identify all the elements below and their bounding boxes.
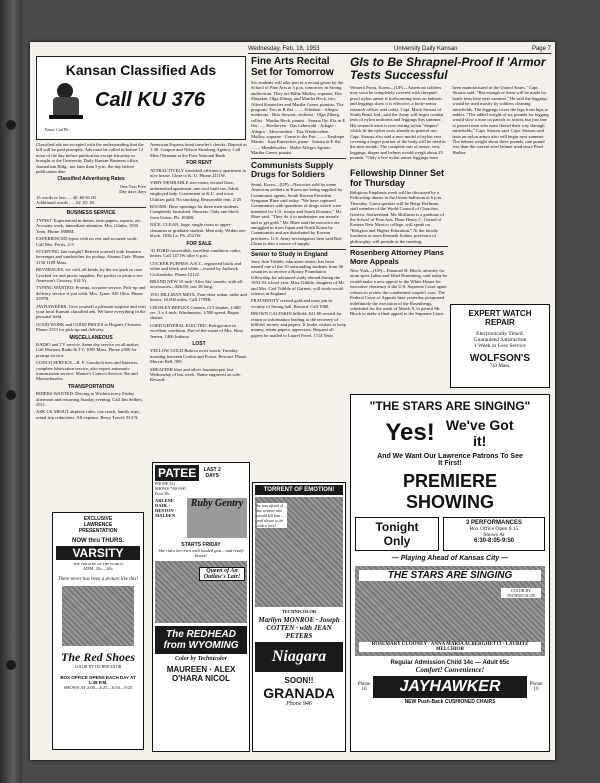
jay-prices: Regular Admission Child 14c — Adult 65c [390,660,510,666]
varsity-sub: THE THEATRE OF THE WORLD [73,562,123,566]
patee-theatre: PATEE [155,465,199,481]
patee-queen: Queen of An Outlaw's Lair! [199,567,245,581]
ad-item: TYPIST: Experienced in theses, term papers, reports, etc. Accurate work, immediate attention. Mrs. Glinka, 1933 Tenn. Phone 1888M. [36,217,142,234]
jay-sub: NEW Push-Back CUSHIONED CHAIRS [404,699,496,705]
granada-movie: Niagara [255,642,343,672]
ad-item: ASK US ABOUT airplane rides, city reach, family trips, rental trip reductions. All expense. Berry Travel, 914 N. [36,409,140,420]
transport-title: TRANSPORTATION [68,383,114,390]
varsity-presentation: PRESENTATION [78,528,118,534]
masthead-page: Page 7 [531,46,551,52]
varsity-tagline: There never has been a picture like this! [57,577,139,582]
ad-item: ATTRACTIVELY furnished efficiency apartment in nice house. Close to K. U. Phone 2111W. [150,167,246,179]
varsity-dates: NOW thru THURS. [72,538,124,544]
patee-ad [152,462,250,752]
watch-address: 743 Mass. [489,364,511,369]
newspaper-page [30,42,555,760]
watch-expert: EXPERT WATCH [468,309,532,318]
monroe-illustration [255,497,343,607]
jay-headline: "THE STARS ARE SINGING" [369,399,531,413]
ad-item: CONCO SERVICE—R. F. Goodrich tires and batteries, complete lubrication service, also expert automatic transmission service. Mamie's Conoco Service, 9th and Massachusetts. [36,360,139,382]
patee-phone: PHONE 321 [155,481,176,486]
ad-item: NICE, CLEAN, large, single room to upper-classman or graduate student. Men only. Within one block. 1036 La. Ph. 2521W. [150,222,246,239]
headline-gis: GIs to Be Shrapnel-Proof If 'Armor Tests Successful [350,55,546,82]
granada-banner: TORRENT OF EMOTION! [255,485,343,495]
jay-phone-left: Phone 16 [357,682,371,692]
article-communists: Seoul, Korea—(UP)—Narcotics sold by some American soldiers in Korea are being supplied by Communist agents, South Korean President Syngman Rhee said today. "We have captured Communists with quantities of drugs which were intended for U.S. troops and South Koreans," Mr. Rhee said. "They do it to undermine our morale and to get gold." Mr. Rhee said the narcotics are smuggled in from Japan and North Korea by Communists and are distributed by Korean profiteers. U.S. Army investigators here said Red China is also a source of supply. [251,181,343,247]
column-classifieds-2 [150,142,248,385]
ad-item: BROWN CALFSKIN billfold, $21.00 reward for return or information leading to the recovery of billfold, money and papers. If finder wishes to keep money, return papers, appreciate. Request all papers be mailed to Laurel Pavel, 1114 Tenn. [251,311,346,338]
varsity-admission: ADM. 35c—65c [82,566,114,571]
phone-illustration [49,83,83,125]
article-senior: Jerry Ann Tribble, education senior, has been named one of the 10 outstanding students from 36 countries to receive a Rotary Foundation fellowship for advanced study abroad during the 1953-54 school year. Miss Tribble, daughter of Mr. and Mrs. Carl Tribble of Garnett, will study social science in England. [251,258,345,296]
varsity-exclusive: EXCLUSIVE [83,516,113,522]
dancer-illustration [62,586,134,646]
ad-item: FRATERNITY crested gold and navy pin in vicinity of Strong hall. Reward. Call 1988. [251,298,332,309]
masthead [248,46,551,54]
ad-item: COCKER PUPPIES: A.K.C. registered black and white and black and white—owned by Jayhawk Cockerdales. Phone 1212J. [150,260,242,277]
ad-item: RADIO and TV service. Same day service on all makes. Call Mortons Radio & TV, 1005 Mass. Phone 2300 for prompt service. [36,342,140,358]
ad-item: 1951 HILLMAN MINX, Four-door sedan, radio and heater, 10,000 miles. Call 1799R. [150,291,247,303]
ad-item: '41 FORD convertible, excellent condition, radio, heater. Call 1471W after 6 p.m. [150,247,241,259]
varsity-lawrence: LAWRENCE [83,522,113,528]
granada-stars: Marilyn MONROE · Joseph COTTEN · with JEAN PETERS [258,616,340,640]
granada-theatre: GRANADA [263,685,335,701]
patee-price: Price 30c [155,491,170,496]
ad-item: JAYHAWKERS: Give yourself a pleasant surprise and visit your local Kansan classified ads. We have everything in the personal field. [36,303,146,320]
jay-playing: — Playing Ahead of Kansas City — [391,555,509,562]
jay-wait: And We Want Our Lawrence Patrons To See It First! [377,453,523,467]
ad-item: ROOMS: Have openings for three men students. Completely furnished. Showers. Only one block from Union. Ph. 1036R. [150,204,240,220]
varsity-movie: The Red Shoes [60,650,135,664]
headline-senior: Senior to Study in England [251,251,328,258]
jay-perf: 3 PERFORMANCES [465,520,522,526]
forrent-title: FOR RENT [186,160,212,167]
patee-movie1: Ruby Gentry [187,498,247,538]
granada-ad [252,482,346,752]
jay-only: Only [383,534,411,548]
watch-line1: Electronically Timed. [476,331,524,337]
ad-item: CROSLEY REFLEX Camera, f3.5 shutter, 1/400 sec. 3 x 4 inch. Windmaster, 1/500 speed, Rapax shutter. [150,304,241,321]
headline-rosenberg: Rosenberg Attorney Plans More Appeals [350,248,444,266]
jay-wegot: We've Got it! [445,417,514,449]
varsity-ad [52,512,144,750]
jayhawker-ad [350,394,550,752]
column-classifieds [36,142,146,422]
ad-item: RIDERS WANTED: Driving to Wichita every Friday afternoon and returning Sunday evening. Call Jim Selbert, 2911. [36,391,144,408]
jay-showing: SHOWING [406,492,494,512]
varsity-theatre: VARSITY [56,546,140,560]
column-news-1 [251,56,346,340]
masthead-paper: University Daily Kansan [394,46,458,52]
photo-caption: Ensor, Carl Ph... [45,127,72,132]
patee-stars: ARLENE DAHL · HESTON · MALDEN [155,498,177,518]
rate-row: Additional words .... .02 .03 .05 [36,200,95,206]
watch-repair-ad [450,304,550,388]
article-gis: Western Front, Korea—(UP)—American soldiers may soon be completely covered with shrapnel-proof nylon armor if forthcoming tests on helmets and leggings show it is effective, a body-armor research officer said today. Capt. Mack Strauss of South Bend, Ind., said the Army will begin combat tests of nylon uniforms and leggings this summer. His research team is now testing nylon "diapers" which fit the nylon vests already in general use. Capt. Strauss also said a new model of nylon vest covering a larger portion of the body will be tried in the next month. The complete suit of armor, vest, leggings, diaper and helmet would weigh about 25 pounds. "Only a few nylon armor leggings have been manufactured in the United States," Capt. Strauss said. "But enough of them will be made for battle tests here next summer." He said the leggings would be used mostly by soldiers cleaning minefields. The leggings cover the legs from hips to ankles. "The added weight of six pounds for legging would slow a man on patrols or action, but just fine to protect men who must thread their way through minefields," Capt. Strauss said. Capt. Strauss said tests on nylon armor also will begin next summer. The helmet weight about three pounds, one pound less than the current steel helmet used since Pearl Harbor. [350,85,549,161]
jay-color: COLOR BY TECHNICOLOR [501,588,541,598]
headline-fellowship: Fellowship Dinner Set for Thursday [350,168,445,188]
column-news-2 [350,56,550,165]
patee-tagline: She rides her men with loaded gun... and ready kisses! [158,548,244,558]
headline-communists: Communists Supply Drugs for Soldiers [251,159,334,180]
article-fine-arts: Six students will take part in a recital given by the School of Fine Arts at 3 p.m. tomorrow in Strong auditorium. They are Billie Mulloy, soprano; Doc Slonaker, Olga Ziberg, and Martha Heck, trio; Alfred Kantocher and Martha Green, pianists. The program: Trio in B flat ........ Schubert · Allegro moderato · Brix Stewart, violinist · Olga Ziberg, cellist · Martha Heck, pianist · Sonata Op. 81a in E flat ...... Beethoven · Das Lebewohl · Adagio - Allegro · Abwesenheit · Das Wiedersehen · Mulloy, soprano · Come to the Fair ........ Easthope Martin · Joan Kantocher, piano · Sonata in E flat ........ Mendelssohn · Molto Allegro Agitato · Martha Green, pianist [251,80,346,156]
classified-intro: Classified ads are accepted with the understanding that the bill will be paid promptly. Ads must be called in before 12 noon of the day before publication except Saturday or brought to the University Daily Kansan Business office, Journalism Bldg., not later than 5 p.m. the day before publication date. [36,142,144,175]
patee-shows: SHOWS 7:00-9:00 [155,486,186,491]
varsity-shows: SHOWS AT 2:00—4:25—6:50—9:25 [63,685,133,690]
redhead-illustration [155,561,247,623]
watch-store: WOLFSON'S [469,353,531,364]
article-fellowship: Religious Emphasis week will be discussed by a Fellowship dinner in the Union ballroom at 6 p.m. Thursday. Guest speaker will be Bergt Hoffman, staff member of the World Council of Churches, Geneva, Switzerland. Mr. Hoffman is a graduate of the School of Fine Arts. Dean Henry C. Gerard of Eastern New Mexico college, will speak on "Religion and Higher Education." At the faculty luncheon at noon Kenneth Jordan, professor of philosophy, will preside at the meeting. [350,190,445,244]
ad-item: YELLOW GOLD Bulova wrist watch, Tuesday morning between Corbin and Fraser. Reward. Phone Mervin Bell, 309. [150,348,247,365]
headline-fine-arts: Fine Arts Recital Set for Tomorrow [251,56,334,78]
jay-title: THE STARS ARE SINGING [359,570,541,581]
watch-line2: Guaranteed Satisfaction [473,337,527,343]
classified-title: Kansan Classified Ads [65,62,217,78]
ad-item: GOOD WORK and GOOD PRICES at Hogan's Cleaners. Phone 3153 for pick-up and delivery. [36,321,143,333]
rate-row: 15 words or less .... 40 .60 $1.00 [36,194,96,200]
jay-comfort: Comfort! Convenience! [415,666,485,674]
misc-title: MISCELLANEOUS [69,334,113,341]
ad-item: American Express bond traveler's checks. Deposit at 1:30. Coupon and Nelson Strasberg Agency, Call Miss Olesman at the First National Bank. [150,142,247,158]
jay-shows: Shows At [483,532,505,538]
ad-item: TYPING WANTED: Prompt, accurate service. Pick-up and delivery service if you wish. Mrs. Tyner, 945 Ohio. Phone 2397R. [36,285,146,302]
jay-yes: Yes! [385,419,435,446]
ad-item: BRAND NEW 10 inch 'After Six' tuxedo, with all accessories—$26.00, suit 38 long. [150,278,243,290]
column-news-3 [350,168,448,319]
jay-premiere: PREMIERE [402,471,498,491]
ad-item: USED GENERAL ELECTRIC Refrigerator in excellent condition. Part of the estate of Mrs. Rose Jensen, 1406 Indiana. [150,322,244,339]
patee-stars2: MAUREEN · ALEX O'HARA NICOL [166,665,236,683]
jay-phone-right: Phone 16 [529,682,543,692]
varsity-boxoffice: BOX OFFICE OPENS EACH DAY AT 1:45 P.M. [60,675,136,685]
ad-item: SHEAFFER blue and silver fountain pen lost Wednesday of last week. Name engraved on side. Reward. [150,366,242,383]
granada-color: TECHNICOLOR [281,609,317,614]
business-title: BUSINESS SERVICE [66,210,116,217]
ad-item: VERY DESIRABLE two-room, second floor, unfurnished apartment, one roof built-ins. Adult, employed lady. Convenient to K.U. and town. Utilities paid. No smoking. Reasonable rent. 2-25 [150,180,242,202]
jay-stars: ROSEMARY CLOONEY · ANNA MARIA ALBERGHETTI · LAURITZ MELCHIOR [359,642,541,652]
jay-opens: Box Office Open 6:15 [469,526,519,532]
lost-title: LOST [192,341,206,347]
ad-item: BEVERAGES, ice cold, all kinds, by the six-pack or case. Cracked ice and picnic supplies. For parties or picnics see Amerson's Grocery, 914 Vt. [36,267,144,283]
binder-spine [0,0,22,783]
granada-tagline: he was afraid of ... the woman who would kill him ... and shown to be with a love! [257,503,287,528]
varsity-color: COLOR BY TECHNICOLOR [74,665,122,669]
forsale-title: FOR SALE [186,240,212,247]
jay-theatre: JAYHAWKER [373,676,527,698]
jay-times: 6:30-8:05-9:50 [473,538,515,544]
patee-movie2: The REDHEAD from WYOMING [155,626,247,654]
watch-repair: REPAIR [485,318,515,327]
ad-item: EXPERIENCED typist with no rest and accurate work. Call Mrs. Ferris, 2-3 [36,236,138,247]
call-number: Call KU 376 [95,89,206,111]
granada-phone: Phone 946 [286,701,312,707]
article-rosenberg: New York—(UP)—Emanuel H. Bloch, attorney for atom spies Julius and Ethel Rosenberg, said today he would make a new appeal to the White House for executive clemency if the U.S. Supreme Court again refuses to review the condemned couple's case. The Federal Court of Appeals here yesterday postponed indefinitely the execution of the Rosenbergs, scheduled for the week of March 9, to permit Mr. Bloch to make a final appeal to the Supreme Court. [350,268,448,317]
rates-header: One Two Five Day days days [119,183,146,195]
granada-soon: SOON!! [284,676,314,685]
ad-item: STUDYING late tonight? Refresh yourself with fountain beverages and sandwiches for pickup. Alumni Cafe. Phone 3150 1109 Mass. [36,248,145,265]
patee-starts: STARTS FRIDAY [181,542,221,548]
classified-header [36,56,246,140]
patee-color: Color by Technicolor [174,656,228,662]
jay-tonight: Tonight [375,520,419,534]
patee-last-days: LAST 2 DAYS [203,467,221,479]
stars-illustration [355,566,545,656]
masthead-date: Wednesday, Feb. 18, 1953 [248,46,320,52]
watch-line3: 1 Week or Less Service [474,343,526,349]
rates-title: Classified Advertising Rates [57,176,125,183]
